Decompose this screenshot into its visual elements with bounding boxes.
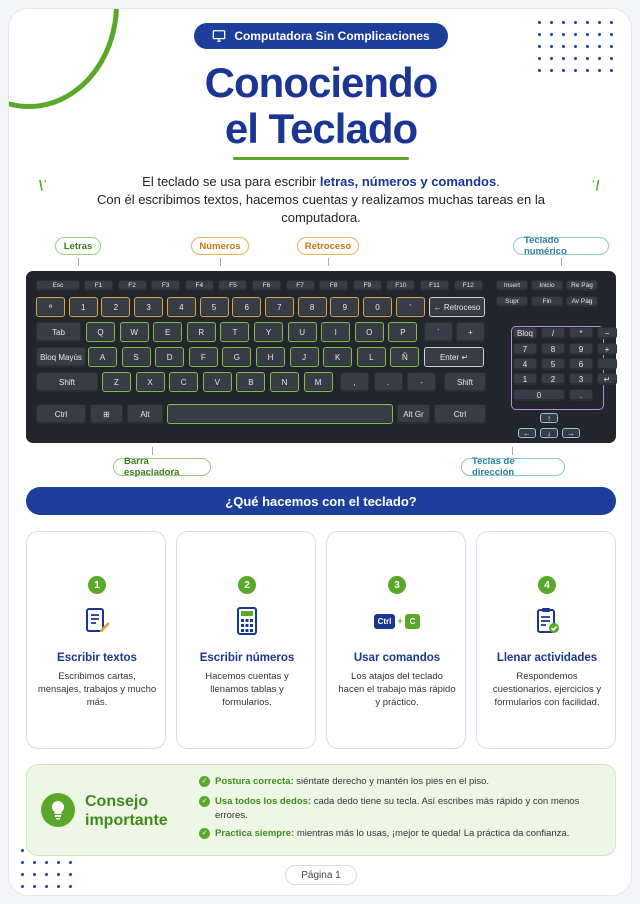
key-numpad (597, 358, 617, 370)
spark-icon: \ˈ (39, 177, 48, 193)
key-f12: F12 (454, 280, 483, 291)
key-letter: R (187, 322, 216, 342)
title-underline (233, 157, 409, 160)
callout-line (78, 258, 79, 266)
tip-box (26, 764, 616, 856)
spark-icon: ˈ/ (591, 177, 600, 193)
key-esc: Esc (36, 280, 80, 291)
card-description: Los atajos del teclado hacen el trabajo más rápido y práctico. (338, 671, 456, 708)
key-letter: E (153, 322, 182, 342)
key-letter: C (169, 372, 198, 392)
key-ctrl-left: Ctrl (36, 404, 86, 424)
infographic-page (8, 8, 632, 896)
key-numpad: 7 (513, 343, 537, 355)
key-nav: Insert (496, 280, 528, 291)
key-alt-gr: Alt Gr (397, 404, 430, 424)
key-numpad: ↵ (597, 373, 617, 385)
key-letter: Ñ (390, 347, 419, 367)
keyboard-diagram (26, 271, 616, 443)
key-number: 2 (101, 297, 130, 317)
card-title: Llenar actividades (496, 652, 598, 664)
tip-item-bold: Postura correcta: (215, 776, 294, 787)
key-letter: F (189, 347, 218, 367)
key-letter: H (256, 347, 285, 367)
key-letter: S (122, 347, 151, 367)
tip-item-text: siéntate derecho y mantén los pies en el piso. (293, 776, 490, 787)
key-number: 0 (363, 297, 392, 317)
key-numpad: 3 (569, 373, 593, 385)
key-numpad: 9 (569, 343, 593, 355)
key-numpad: − (597, 327, 617, 339)
callout-numeros: Números (191, 237, 249, 255)
key-f5: F5 (218, 280, 247, 291)
key-number: 8 (298, 297, 327, 317)
check-icon: ✓ (199, 828, 210, 839)
tip-item (199, 795, 609, 823)
tip-item-bold: Usa todos los dedos: (215, 796, 312, 807)
tip-item-text: mientras más lo usas, ¡mejor te queda! La práctica da confianza. (294, 828, 570, 839)
key-letter: X (136, 372, 165, 392)
card-description: Hacemos cuentas y llenamos tablas y formularios. (205, 671, 289, 708)
card-number: 2 (238, 576, 256, 594)
key-nav: Supr (496, 296, 528, 307)
key-letter: D (155, 347, 184, 367)
key-numpad: 0 (513, 389, 565, 401)
tip-item-text: cada dedo tiene su tecla. Así escribes más rápido y con menos errores. (215, 796, 580, 821)
page-title-line2: el Teclado (224, 105, 418, 152)
key-nav: Inicio (531, 280, 563, 291)
card-llenar-actividades (476, 531, 616, 749)
card-title: Usar comandos (353, 652, 441, 664)
card-title: Escribir números (199, 652, 295, 664)
key-letter: A (88, 347, 117, 367)
key-letter: Q (86, 322, 115, 342)
key-number: ' (396, 297, 425, 317)
key-letter: I (321, 322, 350, 342)
key-f10: F10 (386, 280, 415, 291)
key-arrow-right: → (562, 428, 580, 438)
key-arrow-left: ← (518, 428, 536, 438)
key-arrow-down: ↓ (540, 428, 558, 438)
callout-line (561, 258, 562, 266)
check-icon: ✓ (199, 776, 210, 787)
card-escribir-textos (26, 531, 166, 749)
key-letter: B (236, 372, 265, 392)
callout-line (152, 447, 153, 455)
intro-text (79, 173, 563, 227)
key-f1: F1 (84, 280, 113, 291)
tip-title (85, 792, 168, 830)
key-punctuation: , (340, 372, 369, 392)
key-number: ª (36, 297, 65, 317)
callout-retroceso: Retroceso (297, 237, 359, 255)
key-f9: F9 (353, 280, 382, 291)
monitor-icon (212, 29, 226, 43)
tip-item (199, 827, 609, 841)
key-f8: F8 (319, 280, 348, 291)
key-letter: P (388, 322, 417, 342)
c-key-badge: C (405, 614, 421, 629)
key-numpad: Bloq (513, 327, 537, 339)
key-number: 7 (265, 297, 294, 317)
check-icon: ✓ (199, 796, 210, 807)
callout-teclado-numerico: Teclado numérico (513, 237, 609, 255)
key-symbol: ` (424, 322, 453, 342)
key-number: 4 (167, 297, 196, 317)
key-letter: U (288, 322, 317, 342)
page-number: Página 1 (285, 865, 357, 885)
lightbulb-icon (41, 793, 75, 827)
intro-part2: . (496, 174, 500, 189)
key-numpad: . (569, 389, 593, 401)
key-nav: Fin (531, 296, 563, 307)
page-title-line1: Conociendo (204, 59, 438, 106)
key-numpad: + (597, 343, 617, 355)
intro-line2: Con él escribimos textos, hacemos cuentas y realizamos muchas tareas en la computadora. (97, 192, 545, 225)
callout-line (328, 258, 329, 266)
key-backspace: ← Retroceso (429, 297, 485, 317)
key-letter: M (304, 372, 333, 392)
key-letter: Y (254, 322, 283, 342)
key-numpad: 8 (541, 343, 565, 355)
key-numpad: 1 (513, 373, 537, 385)
card-usar-comandos (326, 531, 466, 749)
key-numpad: 6 (569, 358, 593, 370)
tip-title-line1: Consejo (85, 793, 149, 810)
key-ctrl-right: Ctrl (434, 404, 486, 424)
key-number: 5 (200, 297, 229, 317)
callout-barra-espaciadora: Barra espaciadora (113, 458, 211, 476)
key-letter: T (220, 322, 249, 342)
key-letter: Z (102, 372, 131, 392)
key-numpad: / (541, 327, 565, 339)
section-banner: ¿Qué hacemos con el teclado? (26, 487, 616, 515)
intro-highlight: letras, números y comandos (319, 174, 497, 189)
key-nav: Re Pág (566, 280, 598, 291)
intro-part1: El teclado se usa para escribir (142, 174, 320, 189)
key-letter: J (290, 347, 319, 367)
key-number: 3 (134, 297, 163, 317)
tip-item (199, 775, 609, 789)
key-punctuation: - (407, 372, 436, 392)
key-f4: F4 (185, 280, 214, 291)
callout-line (512, 447, 513, 455)
card-number: 4 (538, 576, 556, 594)
key-caps-lock: Bloq Mayús (36, 347, 86, 367)
key-numpad: 4 (513, 358, 537, 370)
card-title: Escribir textos (57, 652, 137, 664)
key-nav: Av Pág (566, 296, 598, 307)
series-pill-label: Computadora Sin Complicaciones (234, 29, 430, 43)
card-description: Respondemos cuestionarios, ejercicios y formularios con facilidad. (492, 671, 602, 708)
key-number: 6 (232, 297, 261, 317)
key-letter: W (120, 322, 149, 342)
card-number: 1 (88, 576, 106, 594)
key-letter: N (270, 372, 299, 392)
card-description: Escribimos cartas, mensajes, trabajos y mucho más. (37, 671, 157, 708)
series-pill (194, 23, 448, 49)
key-letter: V (203, 372, 232, 392)
key-f3: F3 (151, 280, 180, 291)
key-alt: Alt (127, 404, 163, 424)
key-punctuation: . (374, 372, 403, 392)
ctrl-c-shortcut-icon (369, 606, 425, 636)
document-edit-icon (77, 606, 117, 636)
key-letter: O (355, 322, 384, 342)
key-numpad: 2 (541, 373, 565, 385)
tip-title-line2: importante (85, 812, 168, 829)
key-letter: K (323, 347, 352, 367)
clipboard-check-icon (527, 606, 567, 636)
card-escribir-numeros (176, 531, 316, 749)
key-numpad: 5 (541, 358, 565, 370)
key-shift-right: Shift (444, 372, 486, 392)
key-f7: F7 (286, 280, 315, 291)
key-shift-left: Shift (36, 372, 98, 392)
key-f6: F6 (252, 280, 281, 291)
key-symbol: + (456, 322, 485, 342)
key-numpad: * (569, 327, 593, 339)
callout-line (220, 258, 221, 266)
key-arrow-up: ↑ (540, 413, 558, 423)
key-f11: F11 (420, 280, 449, 291)
key-windows: ⊞ (90, 404, 123, 424)
callout-teclas-direccion: Teclas de dirección (461, 458, 565, 476)
key-spacebar (167, 404, 393, 424)
key-letter: L (357, 347, 386, 367)
card-number: 3 (388, 576, 406, 594)
key-number: 1 (69, 297, 98, 317)
tip-item-bold: Practica siempre: (215, 828, 295, 839)
key-enter: Enter ↵ (424, 347, 484, 367)
calculator-icon (227, 606, 267, 636)
plus-sign: + (397, 616, 403, 626)
ctrl-key-badge: Ctrl (374, 614, 396, 629)
key-tab: Tab (36, 322, 81, 342)
key-number: 9 (330, 297, 359, 317)
callout-letras: Letras (55, 237, 101, 255)
key-f2: F2 (118, 280, 147, 291)
key-letter: G (222, 347, 251, 367)
